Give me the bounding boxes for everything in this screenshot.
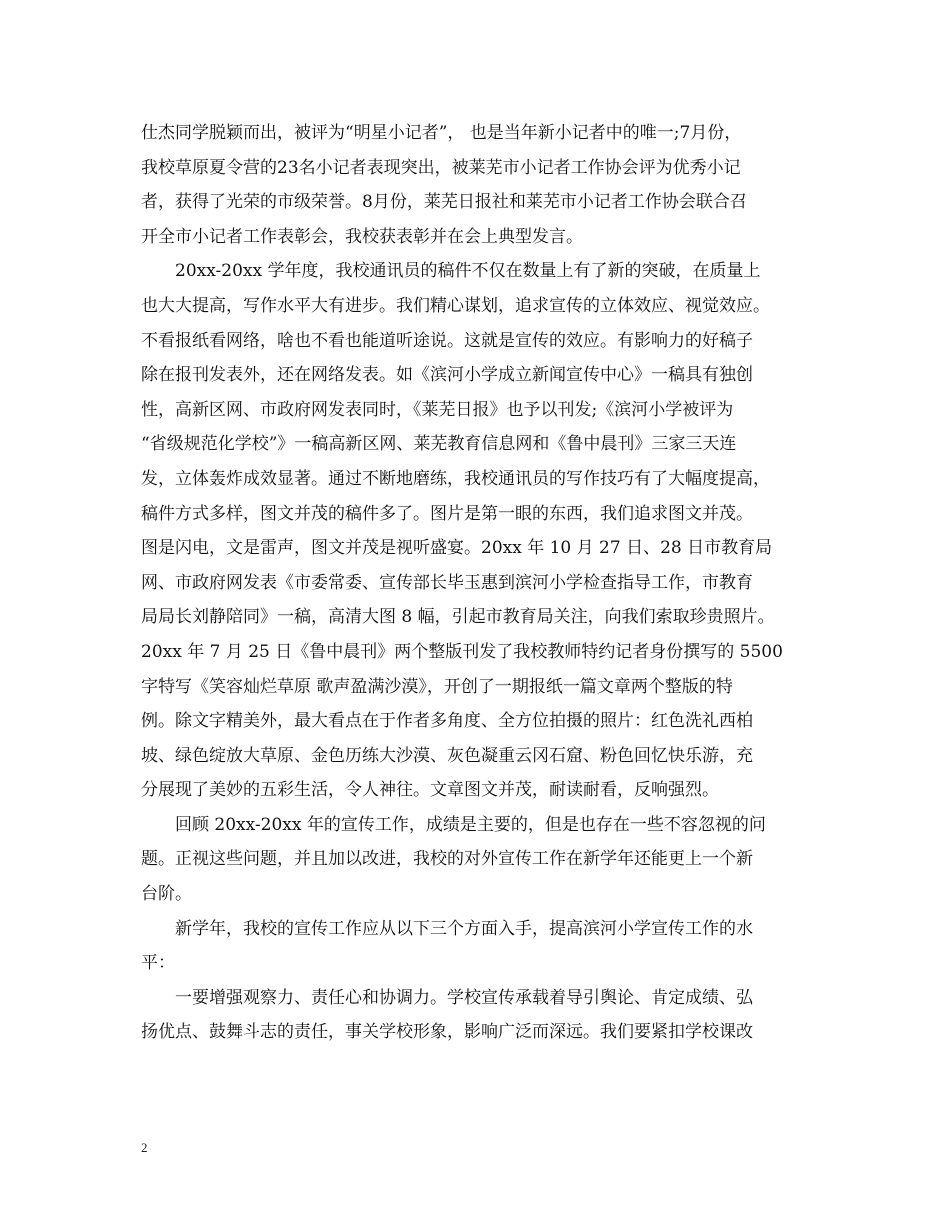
paragraph-4 bbox=[141, 912, 813, 981]
page-number: 2 bbox=[141, 1140, 148, 1155]
text-line: 我校草原夏令营的23名小记者表现突出，被莱芜市小记者工作协会评为优秀小记 bbox=[141, 157, 741, 178]
text-line: 题。正视这些问题，并且加以改进，我校的对外宣传工作在新学年还能更上一个新 bbox=[141, 849, 753, 870]
text-line: 字特写《笑容灿烂草原 歌声盈满沙漠》，开创了一期报纸一篇文章两个整版的特 bbox=[141, 676, 733, 697]
text-line: 20xx-20xx 学年度，我校通讯员的稿件不仅在数量上有了新的突破，在质量上 bbox=[175, 261, 761, 282]
text-line: 坡、绿色绽放大草原、金色历练大沙漠、灰色凝重云冈石窟、粉色回忆快乐游，充 bbox=[141, 745, 753, 766]
text-line: 例。除文字精美外，最大看点在于作者多角度、全方位拍摄的照片：红色洗礼西柏 bbox=[141, 711, 753, 732]
text-line: 除在报刊发表外，还在网络发表。如《滨河小学成立新闻宣传中心》一稿具有独创 bbox=[141, 365, 753, 386]
text-line: “省级规范化学校”》一稿高新区网、莱芜教育信息网和《鲁中晨刊》三家三天连 bbox=[141, 434, 737, 455]
text-line: 性，高新区网、市政府网发表同时，《莱芜日报》也予以刊发;《滨河小学被评为 bbox=[141, 399, 734, 420]
text-line: 网、市政府网发表《市委常委、宣传部长毕玉惠到滨河小学检查指导工作，市教育 bbox=[141, 572, 753, 593]
text-line: 发，立体轰炸成效显著。通过不断地磨练，我校通讯员的写作技巧有了大幅度提高， bbox=[141, 468, 770, 489]
text-line: 也大大提高，写作水平大有进步。我们精心谋划，追求宣传的立体效应、视觉效应。 bbox=[141, 295, 770, 316]
text-line: 一要增强观察力、责任心和协调力。学校宣传承载着导引舆论、肯定成绩、弘 bbox=[175, 987, 753, 1008]
text-line: 分展现了美妙的五彩生活，令人神往。文章图文并茂，耐读耐看，反响强烈。 bbox=[141, 780, 719, 801]
text-line: 平： bbox=[141, 953, 175, 974]
text-line: 图是闪电，文是雷声，图文并茂是视听盛宴。20xx 年 10 月 27 日、28 日市教育局 bbox=[141, 538, 773, 559]
text-line: 仕杰同学脱颖而出，被评为“明星小记者”， 也是当年新小记者中的唯一;7月份， bbox=[141, 123, 742, 143]
document-body bbox=[141, 116, 813, 1050]
text-line: 扬优点、鼓舞斗志的责任，事关学校形象，影响广泛而深远。我们要紧扣学校课改 bbox=[141, 1022, 753, 1043]
text-line: 回顾 20xx-20xx 年的宣传工作，成绩是主要的，但是也存在一些不容忽视的问 bbox=[175, 814, 766, 835]
text-line: 者，获得了光荣的市级荣誉。8月份，莱芜日报社和莱芜市小记者工作协会联合召 bbox=[141, 192, 747, 213]
paragraph-5 bbox=[141, 981, 813, 1050]
text-line: 不看报纸看网络，啥也不看也能道听途说。这就是宣传的效应。有影响力的好稿子 bbox=[141, 330, 753, 351]
text-line: 稿件方式多样，图文并茂的稿件多了。图片是第一眼的东西，我们追求图文并茂。 bbox=[141, 503, 753, 524]
text-line: 台阶。 bbox=[141, 884, 192, 905]
paragraph-2 bbox=[141, 254, 813, 808]
paragraph-3 bbox=[141, 808, 813, 912]
paragraph-1 bbox=[141, 116, 813, 254]
text-line: 新学年，我校的宣传工作应从以下三个方面入手，提高滨河小学宣传工作的水 bbox=[175, 918, 753, 939]
text-line: 20xx 年 7 月 25 日《鲁中晨刊》两个整版刊发了我校教师特约记者身份撰写的 5500 bbox=[141, 641, 783, 662]
text-line: 开全市小记者工作表彰会，我校获表彰并在会上典型发言。 bbox=[141, 226, 583, 247]
text-line: 局局长刘静陪同》一稿，高清大图 8 幅，引起市教育局关注，向我们索取珍贵照片。 bbox=[141, 607, 775, 628]
